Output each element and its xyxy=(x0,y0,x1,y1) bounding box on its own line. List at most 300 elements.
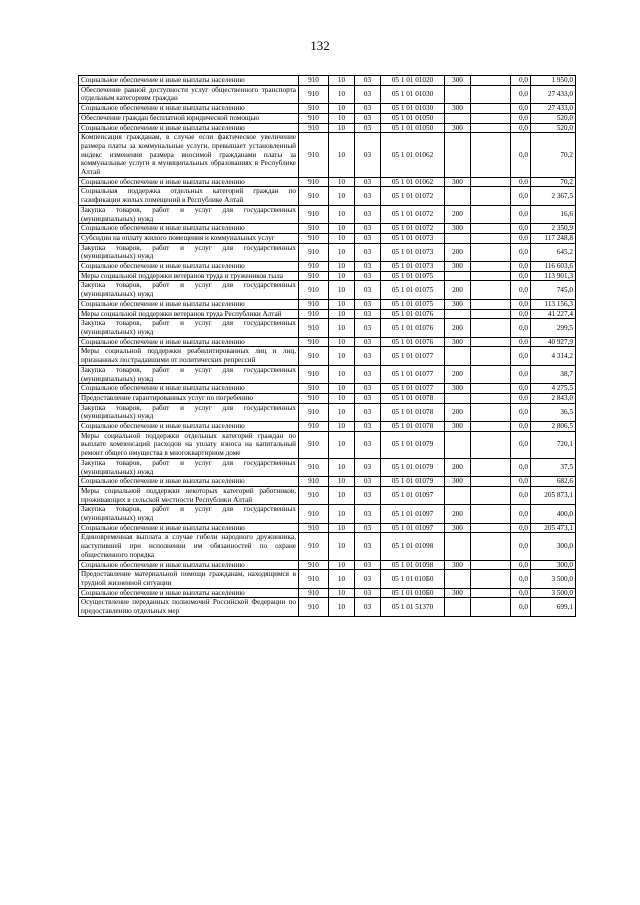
section-cell: 10 xyxy=(329,123,355,133)
amount-cell-2: 699,1 xyxy=(531,598,576,616)
amount-cell-2: 4 275,5 xyxy=(531,384,576,394)
ved-cell: 910 xyxy=(299,113,329,123)
amount-cell-2: 70,2 xyxy=(531,133,576,178)
amount-cell-1: 0,0 xyxy=(511,187,531,205)
section-cell: 10 xyxy=(329,458,355,476)
amount-cell-2: 113 156,3 xyxy=(531,299,576,309)
amount-cell-2: 2 350,9 xyxy=(531,224,576,234)
ved-cell: 910 xyxy=(299,422,329,432)
subsection-cell: 03 xyxy=(355,76,381,86)
ved-cell: 910 xyxy=(299,224,329,234)
target-article-cell: 05 1 01 01097 xyxy=(381,486,445,504)
row-name-cell: Социальное обеспечение и иные выплаты населению xyxy=(79,422,299,432)
empty-cell xyxy=(471,560,511,570)
target-article-cell: 05 1 01 01076 xyxy=(381,337,445,347)
amount-cell-2: 41 227,4 xyxy=(531,309,576,319)
table-row xyxy=(79,337,576,347)
target-article-cell: 05 1 01 01098 xyxy=(381,560,445,570)
target-article-cell: 05 1 01 01077 xyxy=(381,365,445,383)
row-name-cell: Субсидии на оплату жилого помещения и коммунальных услуг xyxy=(79,233,299,243)
empty-cell xyxy=(471,384,511,394)
amount-cell-1: 0,0 xyxy=(511,233,531,243)
row-name-cell: Социальная поддержка отдельных категорий граждан по газификации жилых помещений в Республике Алтай xyxy=(79,187,299,205)
amount-cell-1: 0,0 xyxy=(511,458,531,476)
empty-cell xyxy=(471,271,511,281)
target-article-cell: 05 1 01 010Б0 xyxy=(381,570,445,588)
row-name-cell: Социальное обеспечение и иные выплаты населению xyxy=(79,384,299,394)
ved-cell: 910 xyxy=(299,309,329,319)
expense-type-cell: 200 xyxy=(445,365,471,383)
subsection-cell: 03 xyxy=(355,486,381,504)
row-name-cell: Социальное обеспечение и иные выплаты населению xyxy=(79,523,299,533)
expense-type-cell: 200 xyxy=(445,319,471,337)
subsection-cell: 03 xyxy=(355,123,381,133)
amount-cell-2: 113 901,3 xyxy=(531,271,576,281)
expense-type-cell xyxy=(445,598,471,616)
subsection-cell: 03 xyxy=(355,319,381,337)
subsection-cell: 03 xyxy=(355,299,381,309)
expense-type-cell xyxy=(445,347,471,365)
ved-cell: 910 xyxy=(299,319,329,337)
empty-cell xyxy=(471,337,511,347)
section-cell: 10 xyxy=(329,505,355,523)
page-number: 132 xyxy=(310,38,330,53)
amount-cell-1: 0,0 xyxy=(511,224,531,234)
amount-cell-2: 38,7 xyxy=(531,365,576,383)
row-name-cell: Предоставление гарантированных услуг по погребению xyxy=(79,393,299,403)
table-row xyxy=(79,262,576,272)
amount-cell-2: 116 603,6 xyxy=(531,262,576,272)
section-cell: 10 xyxy=(329,309,355,319)
empty-cell xyxy=(471,486,511,504)
row-name-cell: Закупка товаров, работ и услуг для государственных (муниципальных) нужд xyxy=(79,319,299,337)
amount-cell-2: 3 500,0 xyxy=(531,588,576,598)
row-name-cell: Меры социальной поддержки ветеранов труда Республики Алтай xyxy=(79,309,299,319)
empty-cell xyxy=(471,243,511,261)
section-cell: 10 xyxy=(329,299,355,309)
empty-cell xyxy=(471,233,511,243)
subsection-cell: 03 xyxy=(355,431,381,458)
table-row xyxy=(79,299,576,309)
row-name-cell: Закупка товаров, работ и услуг для государственных (муниципальных) нужд xyxy=(79,205,299,223)
table-row xyxy=(79,560,576,570)
ved-cell: 910 xyxy=(299,187,329,205)
amount-cell-2: 27 433,0 xyxy=(531,85,576,103)
empty-cell xyxy=(471,570,511,588)
row-name-cell: Единовременная выплата в случае гибели народного дружинника, наступившей при исполнении им обязанностей по охране общественного порядка xyxy=(79,533,299,560)
subsection-cell: 03 xyxy=(355,422,381,432)
row-name-cell: Социальное обеспечение и иные выплаты населению xyxy=(79,104,299,114)
expense-type-cell: 300 xyxy=(445,262,471,272)
target-article-cell: 05 1 01 01062 xyxy=(381,177,445,187)
section-cell: 10 xyxy=(329,365,355,383)
ved-cell: 910 xyxy=(299,177,329,187)
empty-cell xyxy=(471,403,511,421)
target-article-cell: 05 1 01 01030 xyxy=(381,104,445,114)
expense-type-cell xyxy=(445,85,471,103)
subsection-cell: 03 xyxy=(355,104,381,114)
row-name-cell: Осуществление переданных полномочий Российской Федерации по предоставлению отдельных мер xyxy=(79,598,299,616)
amount-cell-1: 0,0 xyxy=(511,486,531,504)
empty-cell xyxy=(471,393,511,403)
section-cell: 10 xyxy=(329,104,355,114)
table-row xyxy=(79,431,576,458)
subsection-cell: 03 xyxy=(355,598,381,616)
ved-cell: 910 xyxy=(299,431,329,458)
target-article-cell: 05 1 01 01073 xyxy=(381,262,445,272)
amount-cell-2: 3 500,0 xyxy=(531,570,576,588)
section-cell: 10 xyxy=(329,113,355,123)
amount-cell-1: 0,0 xyxy=(511,560,531,570)
subsection-cell: 03 xyxy=(355,243,381,261)
empty-cell xyxy=(471,299,511,309)
table-row xyxy=(79,76,576,86)
amount-cell-2: 720,1 xyxy=(531,431,576,458)
amount-cell-1: 0,0 xyxy=(511,123,531,133)
table-row xyxy=(79,205,576,223)
subsection-cell: 03 xyxy=(355,477,381,487)
expense-type-cell: 300 xyxy=(445,76,471,86)
expense-type-cell xyxy=(445,431,471,458)
table-row xyxy=(79,224,576,234)
expense-type-cell xyxy=(445,187,471,205)
row-name-cell: Меры социальной поддержки некоторых категорий работников, проживающих в сельской местности Республики Алтай xyxy=(79,486,299,504)
amount-cell-1: 0,0 xyxy=(511,337,531,347)
target-article-cell: 05 1 01 01073 xyxy=(381,243,445,261)
subsection-cell: 03 xyxy=(355,523,381,533)
empty-cell xyxy=(471,365,511,383)
amount-cell-1: 0,0 xyxy=(511,533,531,560)
row-name-cell: Социальное обеспечение и иные выплаты населению xyxy=(79,560,299,570)
amount-cell-2: 4 314,2 xyxy=(531,347,576,365)
target-article-cell: 05 1 01 01078 xyxy=(381,403,445,421)
ved-cell: 910 xyxy=(299,123,329,133)
empty-cell xyxy=(471,309,511,319)
amount-cell-1: 0,0 xyxy=(511,365,531,383)
ved-cell: 910 xyxy=(299,477,329,487)
section-cell: 10 xyxy=(329,486,355,504)
row-name-cell: Социальное обеспечение и иные выплаты населению xyxy=(79,299,299,309)
row-name-cell: Закупка товаров, работ и услуг для государственных (муниципальных) нужд xyxy=(79,505,299,523)
expense-type-cell: 300 xyxy=(445,123,471,133)
expense-type-cell: 300 xyxy=(445,477,471,487)
table-row xyxy=(79,187,576,205)
amount-cell-2: 2 367,5 xyxy=(531,187,576,205)
section-cell: 10 xyxy=(329,319,355,337)
empty-cell xyxy=(471,523,511,533)
amount-cell-2: 300,0 xyxy=(531,560,576,570)
expense-type-cell: 300 xyxy=(445,422,471,432)
table-row xyxy=(79,570,576,588)
row-name-cell: Предоставление материальной помощи гражданам, находящимся в трудной жизненной ситуации xyxy=(79,570,299,588)
subsection-cell: 03 xyxy=(355,384,381,394)
section-cell: 10 xyxy=(329,347,355,365)
expense-type-cell: 200 xyxy=(445,458,471,476)
empty-cell xyxy=(471,598,511,616)
amount-cell-2: 520,0 xyxy=(531,123,576,133)
section-cell: 10 xyxy=(329,533,355,560)
expense-type-cell: 300 xyxy=(445,224,471,234)
table-row xyxy=(79,347,576,365)
row-name-cell: Компенсация гражданам, в случае если фактическое увеличение размера платы за коммунальные услуги, превышает установленный индекс изменения размера вносимой гражданами платы за коммунальные услуги в муниципальных образованиях в Республике Алтай xyxy=(79,133,299,178)
subsection-cell: 03 xyxy=(355,458,381,476)
ved-cell: 910 xyxy=(299,505,329,523)
amount-cell-1: 0,0 xyxy=(511,431,531,458)
row-name-cell: Меры социальной поддержки реабилитированных лиц и лиц, признанных пострадавшими от политических репрессий xyxy=(79,347,299,365)
subsection-cell: 03 xyxy=(355,393,381,403)
amount-cell-2: 682,6 xyxy=(531,477,576,487)
ved-cell: 910 xyxy=(299,365,329,383)
amount-cell-2: 400,0 xyxy=(531,505,576,523)
amount-cell-1: 0,0 xyxy=(511,477,531,487)
expense-type-cell: 300 xyxy=(445,384,471,394)
target-article-cell: 05 1 01 01072 xyxy=(381,187,445,205)
amount-cell-2: 300,0 xyxy=(531,533,576,560)
empty-cell xyxy=(471,347,511,365)
amount-cell-1: 0,0 xyxy=(511,319,531,337)
target-article-cell: 05 1 01 01077 xyxy=(381,384,445,394)
expense-type-cell xyxy=(445,570,471,588)
amount-cell-1: 0,0 xyxy=(511,104,531,114)
amount-cell-2: 27 433,0 xyxy=(531,104,576,114)
row-name-cell: Обеспечение граждан бесплатной юридической помощью xyxy=(79,113,299,123)
expense-type-cell: 300 xyxy=(445,177,471,187)
target-article-cell: 05 1 01 01097 xyxy=(381,505,445,523)
expense-type-cell xyxy=(445,271,471,281)
ved-cell: 910 xyxy=(299,281,329,299)
ved-cell: 910 xyxy=(299,560,329,570)
table-body xyxy=(79,76,576,617)
amount-cell-1: 0,0 xyxy=(511,505,531,523)
expense-type-cell xyxy=(445,393,471,403)
ved-cell: 910 xyxy=(299,588,329,598)
target-article-cell: 05 1 01 01077 xyxy=(381,347,445,365)
empty-cell xyxy=(471,319,511,337)
table-row xyxy=(79,133,576,178)
subsection-cell: 03 xyxy=(355,309,381,319)
empty-cell xyxy=(471,205,511,223)
amount-cell-1: 0,0 xyxy=(511,347,531,365)
ved-cell: 910 xyxy=(299,458,329,476)
table-row xyxy=(79,422,576,432)
amount-cell-1: 0,0 xyxy=(511,588,531,598)
amount-cell-1: 0,0 xyxy=(511,85,531,103)
row-name-cell: Закупка товаров, работ и услуг для государственных (муниципальных) нужд xyxy=(79,243,299,261)
expense-type-cell: 200 xyxy=(445,403,471,421)
ved-cell: 910 xyxy=(299,85,329,103)
expense-type-cell: 300 xyxy=(445,588,471,598)
ved-cell: 910 xyxy=(299,243,329,261)
table-row xyxy=(79,104,576,114)
ved-cell: 910 xyxy=(299,337,329,347)
section-cell: 10 xyxy=(329,523,355,533)
table-row xyxy=(79,365,576,383)
expense-type-cell: 200 xyxy=(445,205,471,223)
expense-type-cell xyxy=(445,133,471,178)
row-name-cell: Социальное обеспечение и иные выплаты населению xyxy=(79,177,299,187)
expense-type-cell: 300 xyxy=(445,299,471,309)
section-cell: 10 xyxy=(329,588,355,598)
expense-type-cell xyxy=(445,486,471,504)
amount-cell-2: 36,5 xyxy=(531,403,576,421)
budget-table xyxy=(78,75,576,617)
amount-cell-2: 520,0 xyxy=(531,113,576,123)
amount-cell-2: 745,0 xyxy=(531,281,576,299)
amount-cell-1: 0,0 xyxy=(511,570,531,588)
section-cell: 10 xyxy=(329,431,355,458)
section-cell: 10 xyxy=(329,422,355,432)
expense-type-cell: 200 xyxy=(445,243,471,261)
expense-type-cell: 300 xyxy=(445,523,471,533)
table-row xyxy=(79,588,576,598)
row-name-cell: Социальное обеспечение и иные выплаты населению xyxy=(79,76,299,86)
target-article-cell: 05 1 01 01098 xyxy=(381,533,445,560)
empty-cell xyxy=(471,505,511,523)
subsection-cell: 03 xyxy=(355,505,381,523)
subsection-cell: 03 xyxy=(355,533,381,560)
section-cell: 10 xyxy=(329,233,355,243)
subsection-cell: 03 xyxy=(355,271,381,281)
amount-cell-1: 0,0 xyxy=(511,393,531,403)
amount-cell-1: 0,0 xyxy=(511,133,531,178)
ved-cell: 910 xyxy=(299,76,329,86)
ved-cell: 910 xyxy=(299,271,329,281)
table-row xyxy=(79,523,576,533)
amount-cell-2: 299,5 xyxy=(531,319,576,337)
row-name-cell: Закупка товаров, работ и услуг для государственных (муниципальных) нужд xyxy=(79,458,299,476)
amount-cell-2: 645,2 xyxy=(531,243,576,261)
section-cell: 10 xyxy=(329,271,355,281)
table-row xyxy=(79,458,576,476)
subsection-cell: 03 xyxy=(355,281,381,299)
ved-cell: 910 xyxy=(299,104,329,114)
row-name-cell: Закупка товаров, работ и услуг для государственных (муниципальных) нужд xyxy=(79,281,299,299)
table-row xyxy=(79,271,576,281)
expense-type-cell xyxy=(445,533,471,560)
expense-type-cell: 200 xyxy=(445,281,471,299)
subsection-cell: 03 xyxy=(355,113,381,123)
target-article-cell: 05 1 01 01050 xyxy=(381,113,445,123)
ved-cell: 910 xyxy=(299,598,329,616)
row-name-cell: Меры социальной поддержки отдельных категорий граждан по выплате компенсаций расходов на уплату взноса на капитальный ремонт общего имущества в многоквартирном доме xyxy=(79,431,299,458)
table-row xyxy=(79,533,576,560)
empty-cell xyxy=(471,104,511,114)
empty-cell xyxy=(471,281,511,299)
target-article-cell: 05 1 01 01079 xyxy=(381,458,445,476)
target-article-cell: 05 1 01 01075 xyxy=(381,299,445,309)
amount-cell-1: 0,0 xyxy=(511,309,531,319)
table-row xyxy=(79,319,576,337)
empty-cell xyxy=(471,187,511,205)
table-row xyxy=(79,243,576,261)
table-row xyxy=(79,123,576,133)
section-cell: 10 xyxy=(329,337,355,347)
empty-cell xyxy=(471,123,511,133)
ved-cell: 910 xyxy=(299,384,329,394)
amount-cell-2: 2 843,0 xyxy=(531,393,576,403)
empty-cell xyxy=(471,85,511,103)
table-row xyxy=(79,233,576,243)
amount-cell-2: 205 873,1 xyxy=(531,486,576,504)
subsection-cell: 03 xyxy=(355,560,381,570)
target-article-cell: 05 1 01 01078 xyxy=(381,393,445,403)
expense-type-cell: 300 xyxy=(445,560,471,570)
ved-cell: 910 xyxy=(299,570,329,588)
section-cell: 10 xyxy=(329,262,355,272)
table-row xyxy=(79,403,576,421)
amount-cell-1: 0,0 xyxy=(511,76,531,86)
row-name-cell: Закупка товаров, работ и услуг для государственных (муниципальных) нужд xyxy=(79,403,299,421)
empty-cell xyxy=(471,262,511,272)
amount-cell-1: 0,0 xyxy=(511,281,531,299)
amount-cell-2: 2 806,5 xyxy=(531,422,576,432)
empty-cell xyxy=(471,113,511,123)
subsection-cell: 03 xyxy=(355,403,381,421)
amount-cell-1: 0,0 xyxy=(511,113,531,123)
ved-cell: 910 xyxy=(299,523,329,533)
table-row xyxy=(79,505,576,523)
subsection-cell: 03 xyxy=(355,570,381,588)
section-cell: 10 xyxy=(329,384,355,394)
amount-cell-1: 0,0 xyxy=(511,422,531,432)
section-cell: 10 xyxy=(329,243,355,261)
section-cell: 10 xyxy=(329,224,355,234)
target-article-cell: 05 1 01 01072 xyxy=(381,205,445,223)
expense-type-cell xyxy=(445,309,471,319)
target-article-cell: 05 1 01 01076 xyxy=(381,309,445,319)
amount-cell-2: 1 950,0 xyxy=(531,76,576,86)
subsection-cell: 03 xyxy=(355,224,381,234)
section-cell: 10 xyxy=(329,205,355,223)
target-article-cell: 05 1 01 01078 xyxy=(381,422,445,432)
target-article-cell: 05 1 01 01075 xyxy=(381,281,445,299)
subsection-cell: 03 xyxy=(355,347,381,365)
section-cell: 10 xyxy=(329,570,355,588)
subsection-cell: 03 xyxy=(355,233,381,243)
amount-cell-1: 0,0 xyxy=(511,403,531,421)
target-article-cell: 05 1 01 01076 xyxy=(381,319,445,337)
table-row xyxy=(79,393,576,403)
target-article-cell: 05 1 01 51370 xyxy=(381,598,445,616)
table-row xyxy=(79,85,576,103)
row-name-cell: Социальное обеспечение и иные выплаты населению xyxy=(79,262,299,272)
table-row xyxy=(79,477,576,487)
target-article-cell: 05 1 01 01075 xyxy=(381,271,445,281)
amount-cell-2: 117 248,8 xyxy=(531,233,576,243)
ved-cell: 910 xyxy=(299,347,329,365)
row-name-cell: Закупка товаров, работ и услуг для государственных (муниципальных) нужд xyxy=(79,365,299,383)
section-cell: 10 xyxy=(329,477,355,487)
ved-cell: 910 xyxy=(299,486,329,504)
target-article-cell: 05 1 01 01062 xyxy=(381,133,445,178)
subsection-cell: 03 xyxy=(355,337,381,347)
subsection-cell: 03 xyxy=(355,262,381,272)
row-name-cell: Социальное обеспечение и иные выплаты населению xyxy=(79,477,299,487)
empty-cell xyxy=(471,76,511,86)
amount-cell-1: 0,0 xyxy=(511,299,531,309)
expense-type-cell: 300 xyxy=(445,104,471,114)
empty-cell xyxy=(471,422,511,432)
subsection-cell: 03 xyxy=(355,85,381,103)
amount-cell-1: 0,0 xyxy=(511,243,531,261)
amount-cell-1: 0,0 xyxy=(511,205,531,223)
subsection-cell: 03 xyxy=(355,205,381,223)
subsection-cell: 03 xyxy=(355,187,381,205)
amount-cell-2: 205 473,1 xyxy=(531,523,576,533)
subsection-cell: 03 xyxy=(355,365,381,383)
amount-cell-1: 0,0 xyxy=(511,384,531,394)
expense-type-cell: 300 xyxy=(445,337,471,347)
